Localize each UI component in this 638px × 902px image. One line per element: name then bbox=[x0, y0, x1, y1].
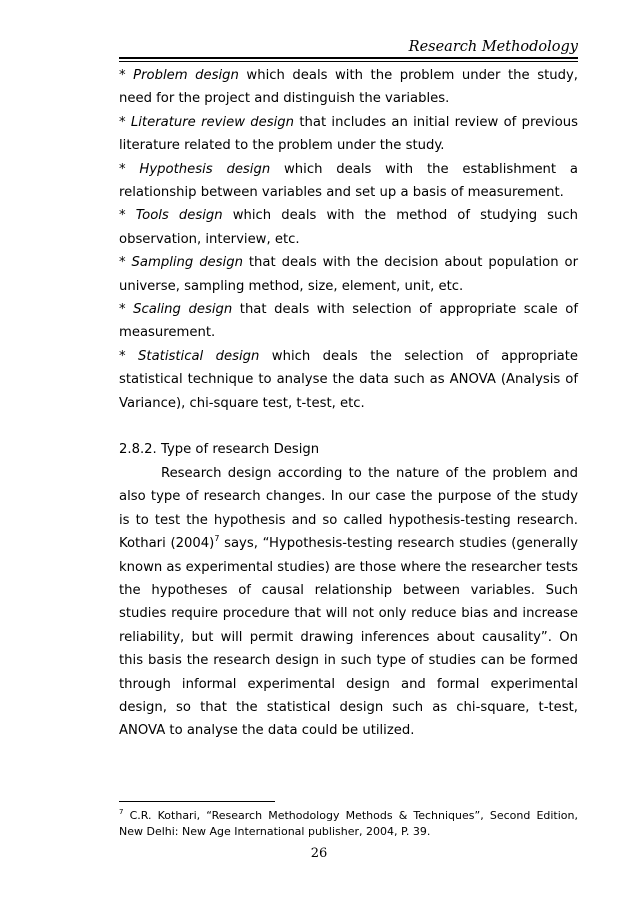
paragraph-text-end: says, “Hypothesis-testing research studies (generally known as experimental studies) are those where the researcher tests the hypotheses of causal relationship between variables. Such studies require procedure that will not only reduce bias and increase reliability, but will permit drawing inferences about causality”. On this basis the research design in such type of studies can be formed through informal experimental design and formal experimental design, so that the statistical design such as chi-square, t-test, ANOVA to analyse the data could be utilized. bbox=[119, 536, 578, 739]
design-term: Scaling design bbox=[133, 302, 233, 318]
bullet-marker: * bbox=[119, 255, 132, 271]
design-description: that deals with the decision about population or universe, sampling method, size, element, unit, etc. bbox=[119, 255, 578, 294]
bullet-marker: * bbox=[119, 114, 131, 130]
bullet-marker: * bbox=[119, 302, 134, 318]
design-term: Problem design bbox=[133, 68, 239, 83]
bullet-marker: * bbox=[119, 208, 136, 224]
header-rule-thick bbox=[119, 57, 578, 59]
design-description: that includes an initial review of previous literature related to the problem under the study. bbox=[119, 114, 578, 154]
design-term: Statistical design bbox=[138, 348, 260, 364]
footnote-mark: 7 bbox=[119, 808, 124, 816]
footnote-text: C.R. Kothari, “Research Methodology Methods & Techniques”, Second Edition, New Delhi: New Age International publisher, 2004, P. 39. bbox=[119, 809, 578, 838]
design-term: Sampling design bbox=[131, 255, 243, 271]
section-heading: 2.8.2. Type of research Design bbox=[119, 442, 320, 458]
design-item-scaling bbox=[119, 298, 578, 345]
design-item-problem bbox=[119, 64, 578, 111]
design-term: Hypothesis design bbox=[139, 161, 271, 177]
design-term: Literature review design bbox=[130, 114, 295, 130]
design-description: which deals with the problem under the study, need for the project and distinguish the variables. bbox=[119, 68, 578, 107]
design-description: which deals the selection of appropriate statistical technique to analyse the data such as ANOVA (Analysis of Variance), chi-square test, t-test, etc. bbox=[119, 348, 578, 411]
design-term: Tools design bbox=[135, 208, 223, 224]
bullet-marker: * bbox=[119, 161, 140, 177]
design-description: which deals with the method of studying such observation, interview, etc. bbox=[119, 208, 578, 247]
header-title: Research Methodology bbox=[408, 39, 578, 55]
design-item-statistical bbox=[119, 345, 578, 415]
footnote-reference[interactable]: 7 bbox=[214, 534, 220, 544]
section-paragraph bbox=[119, 462, 578, 743]
paragraph-spacer bbox=[119, 415, 578, 438]
running-header bbox=[119, 37, 578, 61]
header-rule-thin bbox=[119, 61, 578, 62]
design-description: which deals with the establishment a relationship between variables and set up a basis of measurement. bbox=[119, 161, 578, 201]
design-description: that deals with selection of appropriate scale of measurement. bbox=[119, 302, 578, 341]
page-body bbox=[119, 64, 578, 743]
bullet-marker: * bbox=[119, 348, 139, 364]
bullet-marker: * bbox=[119, 68, 134, 83]
footnote bbox=[119, 808, 578, 840]
design-item-literature-review bbox=[119, 111, 578, 158]
design-item-sampling bbox=[119, 251, 578, 298]
paragraph-text-start: Research design according to the nature of the problem and also type of research changes. In our case the purpose of the study is to test the hypothesis and so called hypothesis-testing research. Kothari (2004) bbox=[119, 465, 578, 552]
footnote-separator bbox=[119, 801, 275, 802]
page-number: 26 bbox=[310, 846, 328, 861]
design-item-tools bbox=[119, 204, 578, 251]
design-item-hypothesis bbox=[119, 158, 578, 205]
